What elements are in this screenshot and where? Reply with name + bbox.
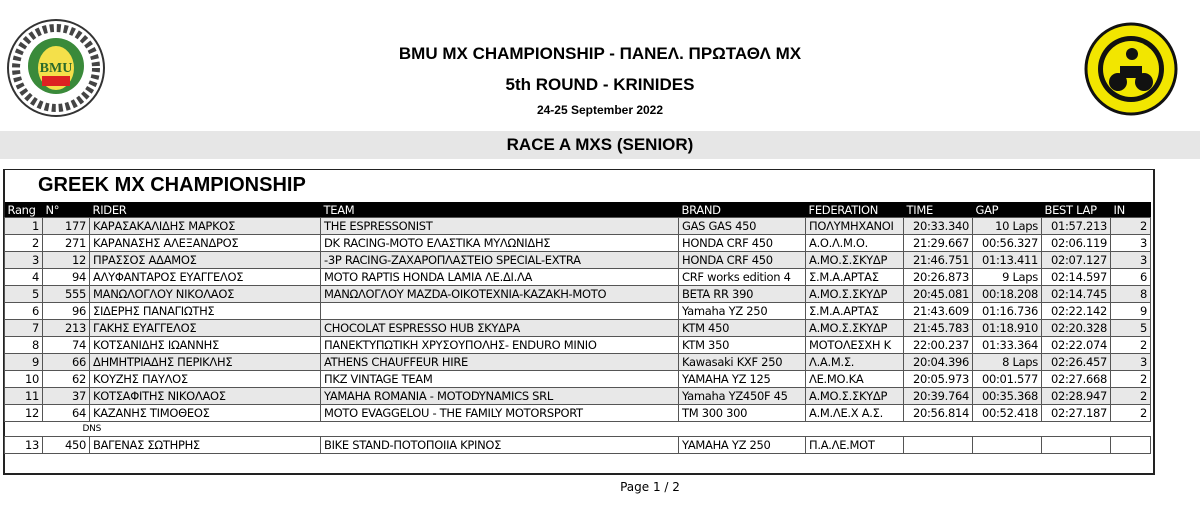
column-header-time: TIME — [904, 202, 973, 218]
column-header-in: IN — [1111, 202, 1151, 218]
cell-team: DK RACING-MOTO ΕΛΑΣΤΙΚΑ ΜΥΛΩΝΙΔΗΣ — [321, 235, 679, 252]
table-row — [5, 388, 1151, 405]
cell-number: 177 — [43, 218, 90, 235]
cell-gap: 8 Laps — [973, 354, 1042, 371]
table-row — [5, 437, 1151, 454]
cell-team: ΜΑΝΩΛΟΓΛΟΥ MAZDA-ΟΙΚΟΤΕΧΝΙΑ-ΚΑΖΑΚΗ-ΜΟΤΟ — [321, 286, 679, 303]
club-logo — [1084, 22, 1178, 116]
cell-rank: 1 — [5, 218, 43, 235]
table-row — [5, 337, 1151, 354]
cell-team: MOTO EVAGGELOU - THE FAMILY MOTORSPORT — [321, 405, 679, 422]
cell-gap: 00:01.577 — [973, 371, 1042, 388]
cell-federation: Σ.Μ.Α.ΑΡΤΑΣ — [806, 303, 904, 320]
cell-number: 66 — [43, 354, 90, 371]
results-table — [4, 202, 1151, 454]
cell-team: ΠΑΝΕΚΤΥΠΩΤΙΚΗ ΧΡΥΣΟΥΠΟΛΗΣ- ENDURO MINIO — [321, 337, 679, 354]
cell-gap: 00:35.368 — [973, 388, 1042, 405]
table-header — [5, 202, 1151, 218]
cell-rank: 11 — [5, 388, 43, 405]
column-header-best-lap: BEST LAP — [1042, 202, 1111, 218]
cell-number: 555 — [43, 286, 90, 303]
cell-gap: 01:16.736 — [973, 303, 1042, 320]
cell-number: 74 — [43, 337, 90, 354]
cell-time: 20:26.873 — [904, 269, 973, 286]
table-row — [5, 354, 1151, 371]
cell-rank: 12 — [5, 405, 43, 422]
cell-brand: Yamaha YZ 250 — [679, 303, 806, 320]
cell-gap: 01:13.411 — [973, 252, 1042, 269]
cell-federation: ΛΕ.ΜΟ.ΚΑ — [806, 371, 904, 388]
cell-rank: 9 — [5, 354, 43, 371]
table-row — [5, 218, 1151, 235]
cell-brand: HONDA CRF 450 — [679, 252, 806, 269]
cell-number: 213 — [43, 320, 90, 337]
table-row — [5, 405, 1151, 422]
cell-in: 9 — [1111, 303, 1151, 320]
svg-text:BMU: BMU — [39, 61, 73, 76]
cell-time: 20:39.764 — [904, 388, 973, 405]
cell-best-lap: 02:26.457 — [1042, 354, 1111, 371]
cell-gap: 00:52.418 — [973, 405, 1042, 422]
cell-gap: 01:18.910 — [973, 320, 1042, 337]
cell-rank: 2 — [5, 235, 43, 252]
cell-rider: ΚΟΤΣΑΝΙΔΗΣ ΙΩΑΝΝΗΣ — [90, 337, 321, 354]
cell-team — [321, 303, 679, 320]
cell-number: 94 — [43, 269, 90, 286]
race-title: RACE A MXS (SENIOR) — [506, 135, 694, 154]
table-row — [5, 303, 1151, 320]
cell-in: 2 — [1111, 388, 1151, 405]
cell-rank: 5 — [5, 286, 43, 303]
cell-brand: GAS GAS 450 — [679, 218, 806, 235]
cell-brand: KTM 450 — [679, 320, 806, 337]
cell-gap: 00:56.327 — [973, 235, 1042, 252]
cell-team: BIKE STAND-ΠΟΤΟΠΟΙΙΑ ΚΡΙΝΟΣ — [321, 437, 679, 454]
championship-title: GREEK MX CHAMPIONSHIP — [38, 174, 306, 196]
cell-federation: Α.ΜΟ.Σ.ΣΚΥΔΡ — [806, 252, 904, 269]
cell-time: 20:56.814 — [904, 405, 973, 422]
cell-best-lap: 02:20.328 — [1042, 320, 1111, 337]
cell-in: 2 — [1111, 405, 1151, 422]
cell-rider: ΓΑΚΗΣ ΕΥΑΓΓΕΛΟΣ — [90, 320, 321, 337]
cell-brand: BETA RR 390 — [679, 286, 806, 303]
cell-team: ATHENS CHAUFFEUR HIRE — [321, 354, 679, 371]
cell-best-lap: 02:22.142 — [1042, 303, 1111, 320]
cell-team: MOTO RAPTIS HONDA LAMIA ΛΕ.ΔΙ.ΛΑ — [321, 269, 679, 286]
cell-brand: HONDA CRF 450 — [679, 235, 806, 252]
cell-federation: Α.Ο.Λ.Μ.Ο. — [806, 235, 904, 252]
dns-label: DNS — [5, 422, 1151, 437]
cell-best-lap: 02:14.597 — [1042, 269, 1111, 286]
cell-in: 3 — [1111, 354, 1151, 371]
cell-federation: ΠΟΛΥΜΗΧΑΝΟΙ — [806, 218, 904, 235]
cell-time: 20:33.340 — [904, 218, 973, 235]
table-row — [5, 320, 1151, 337]
cell-gap — [973, 437, 1042, 454]
round-title: 5th ROUND - KRINIDES — [505, 75, 695, 94]
cell-number: 271 — [43, 235, 90, 252]
cell-time: 22:00.237 — [904, 337, 973, 354]
cell-time: 21:43.609 — [904, 303, 973, 320]
cell-team: CHOCOLAT ESPRESSO HUB ΣΚΥΔΡΑ — [321, 320, 679, 337]
cell-best-lap: 02:07.127 — [1042, 252, 1111, 269]
cell-time: 20:45.081 — [904, 286, 973, 303]
cell-rank: 3 — [5, 252, 43, 269]
cell-best-lap: 02:28.947 — [1042, 388, 1111, 405]
table-row — [5, 235, 1151, 252]
cell-brand: KTM 350 — [679, 337, 806, 354]
cell-in: 2 — [1111, 218, 1151, 235]
cell-rider: ΒΑΓΕΝΑΣ ΣΩΤΗΡΗΣ — [90, 437, 321, 454]
cell-federation: Α.ΜΟ.Σ.ΣΚΥΔΡ — [806, 388, 904, 405]
cell-time — [904, 437, 973, 454]
cell-rider: ΔΗΜΗΤΡΙΑΔΗΣ ΠΕΡΙΚΛΗΣ — [90, 354, 321, 371]
column-header-team: TEAM — [321, 202, 679, 218]
cell-rider: ΚΑΖΑΝΗΣ ΤΙΜΟΘΕΟΣ — [90, 405, 321, 422]
cell-federation: Α.ΜΟ.Σ.ΣΚΥΔΡ — [806, 286, 904, 303]
cell-number: 64 — [43, 405, 90, 422]
cell-best-lap: 02:14.745 — [1042, 286, 1111, 303]
cell-number: 12 — [43, 252, 90, 269]
cell-rider: ΚΑΡΑΝΑΣΗΣ ΑΛΕΞΑΝΔΡΟΣ — [90, 235, 321, 252]
cell-federation: Α.ΜΟ.Σ.ΣΚΥΔΡ — [806, 320, 904, 337]
column-header-number: N° — [43, 202, 90, 218]
cell-time: 20:04.396 — [904, 354, 973, 371]
cell-best-lap: 01:57.213 — [1042, 218, 1111, 235]
event-date: 24-25 September 2022 — [536, 103, 664, 117]
column-header-gap: GAP — [973, 202, 1042, 218]
cell-number: 62 — [43, 371, 90, 388]
cell-number: 37 — [43, 388, 90, 405]
cell-federation: Π.Α.ΛΕ.ΜΟΤ — [806, 437, 904, 454]
column-header-rank: Rang — [5, 202, 43, 218]
cell-rank: 4 — [5, 269, 43, 286]
cell-best-lap: 02:22.074 — [1042, 337, 1111, 354]
table-row — [5, 269, 1151, 286]
cell-time: 20:05.973 — [904, 371, 973, 388]
cell-brand: TM 300 300 — [679, 405, 806, 422]
cell-best-lap — [1042, 437, 1111, 454]
cell-time: 21:45.783 — [904, 320, 973, 337]
cell-in: 2 — [1111, 337, 1151, 354]
cell-federation: ΜΟΤΟΛΕΣΧΗ Κ — [806, 337, 904, 354]
cell-rider: ΚΑΡΑΣΑΚΑΛΙΔΗΣ ΜΑΡΚΟΣ — [90, 218, 321, 235]
cell-team: YAMAHA ROMANIA - MOTODYNAMICS SRL — [321, 388, 679, 405]
cell-gap: 00:18.208 — [973, 286, 1042, 303]
cell-brand: CRF works edition 4 — [679, 269, 806, 286]
table-row — [5, 286, 1151, 303]
column-header-rider: RIDER — [90, 202, 321, 218]
cell-brand: Yamaha YZ450F 45 — [679, 388, 806, 405]
cell-team: THE ESPRESSONIST — [321, 218, 679, 235]
cell-team: -3P RACING-ΖΑΧΑΡΟΠΛΑΣΤΕΙΟ SPECIAL-EXTRA — [321, 252, 679, 269]
cell-rider: ΜΑΝΩΛΟΓΛΟΥ ΝΙΚΟΛΑΟΣ — [90, 286, 321, 303]
cell-rider: ΚΟΤΣΑΦΙΤΗΣ ΝΙΚΟΛΑΟΣ — [90, 388, 321, 405]
cell-in: 5 — [1111, 320, 1151, 337]
table-row — [5, 371, 1151, 388]
cell-federation: Λ.Α.Μ.Σ. — [806, 354, 904, 371]
cell-gap: 01:33.364 — [973, 337, 1042, 354]
cell-best-lap: 02:27.668 — [1042, 371, 1111, 388]
cell-team: ΠΚΖ VINTAGE TEAM — [321, 371, 679, 388]
cell-rider: ΠΡΑΣΣΟΣ ΑΔΑΜΟΣ — [90, 252, 321, 269]
cell-in: 6 — [1111, 269, 1151, 286]
event-title: BMU MX CHAMPIONSHIP - ΠΑΝΕΛ. ΠΡΩΤΑΘΛ MX — [398, 44, 802, 63]
dns-separator — [5, 422, 1151, 437]
cell-number: 96 — [43, 303, 90, 320]
cell-rank: 6 — [5, 303, 43, 320]
table-row — [5, 252, 1151, 269]
column-header-brand: BRAND — [679, 202, 806, 218]
cell-rider: ΣΙΔΕΡΗΣ ΠΑΝΑΓΙΩΤΗΣ — [90, 303, 321, 320]
cell-gap: 9 Laps — [973, 269, 1042, 286]
cell-gap: 10 Laps — [973, 218, 1042, 235]
cell-rider: ΑΛΥΦΑΝΤΑΡΟΣ ΕΥΑΓΓΕΛΟΣ — [90, 269, 321, 286]
cell-number: 450 — [43, 437, 90, 454]
cell-rank: 8 — [5, 337, 43, 354]
page-number: Page 1 / 2 — [620, 480, 680, 494]
cell-time: 21:46.751 — [904, 252, 973, 269]
cell-federation: Α.Μ.ΛΕ.Χ Α.Σ. — [806, 405, 904, 422]
cell-rider: ΚΟΥΖΗΣ ΠΑΥΛΟΣ — [90, 371, 321, 388]
cell-in: 3 — [1111, 252, 1151, 269]
column-header-federation: FEDERATION — [806, 202, 904, 218]
cell-brand: YAMAHA YZ 250 — [679, 437, 806, 454]
cell-in: 3 — [1111, 235, 1151, 252]
cell-federation: Σ.Μ.Α.ΑΡΤΑΣ — [806, 269, 904, 286]
cell-in: 8 — [1111, 286, 1151, 303]
cell-rank: 7 — [5, 320, 43, 337]
cell-in — [1111, 437, 1151, 454]
cell-rank: 10 — [5, 371, 43, 388]
cell-rank: 13 — [5, 437, 43, 454]
cell-time: 21:29.667 — [904, 235, 973, 252]
cell-brand: YAMAHA YZ 125 — [679, 371, 806, 388]
cell-best-lap: 02:06.119 — [1042, 235, 1111, 252]
cell-in: 2 — [1111, 371, 1151, 388]
cell-brand: Kawasaki KXF 250 — [679, 354, 806, 371]
cell-best-lap: 02:27.187 — [1042, 405, 1111, 422]
